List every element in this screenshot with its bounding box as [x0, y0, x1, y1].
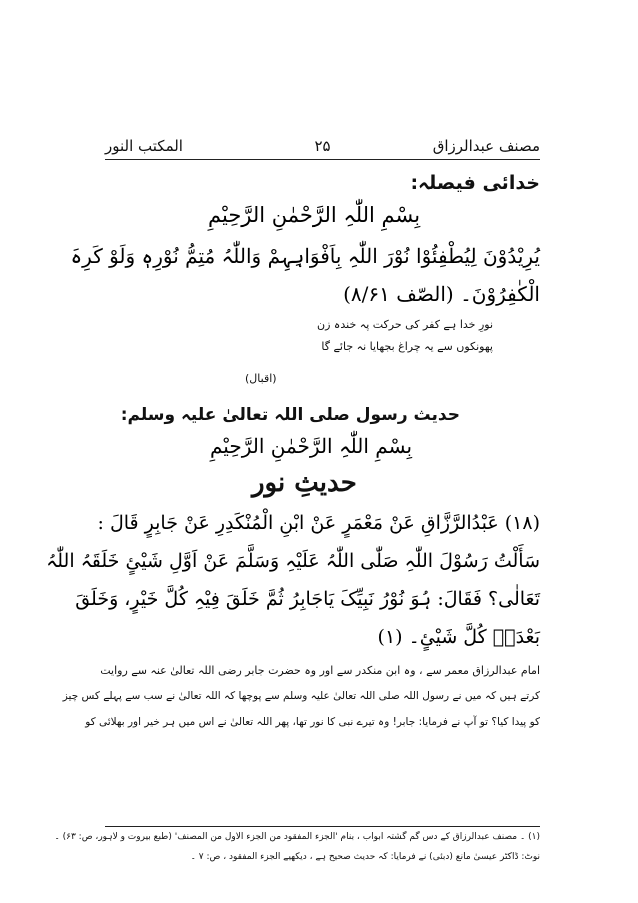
- translation-line: امام عبدالرزاق معمر سے ، وہ ابن منکدر سے اور وہ حضرت جابر رضی اللہ تعالیٰ عنہ سے روایت: [100, 664, 540, 677]
- section-heading-divine-decision: خدائی فیصلہ:: [410, 172, 540, 194]
- footnote-note: نوٹ: ڈاکٹر عیسیٰ مانع (دبئی) نے فرمایا: کہ حدیث صحیح ہے ، دیکھیے الجزء المفقود ، ص: ۷ ۔: [190, 852, 540, 862]
- poem-line: نورِ خدا ہے کفر کی حرکت پہ خندہ زن: [317, 318, 493, 331]
- translation-line: کرتے ہیں کہ میں نے رسول اللہ صلی اللہ تعالیٰ علیہ وسلم سے پوچھا کہ اللہ تعالیٰ نے سب سے پہلے کس چیز: [62, 690, 540, 702]
- hadith-text-line: تَعَالٰی؟ فَقَالَ: ہُوَ نُوْرُ نَبِیِّکَ یَاجَابِرُ ثُمَّ خَلَقَ فِیْہِ کُلَّ خَیْرٍ، وَخَلَقَ: [75, 588, 540, 610]
- quran-ayah-line: یُرِیْدُوْنَ لِیُطْفِئُوْا نُوْرَ اللّٰہِ بِاَفْوَاہِہِمْ وَاللّٰہُ مُتِمُّ نُوْرِہٖ وَلَوْ کَرِہَ: [70, 244, 540, 268]
- footnote: (۱) ۔ مصنف عبدالرزاق کے دس گم گشتہ ابواب ، بنام 'الجزء المفقود من الجزء الاول من المصنف' (طبع بیروت و لاہور، ص: ۶۳) ۔: [54, 832, 540, 842]
- hadith-text-line: بَعْدَہٗ کُلَّ شَیْئٍ۔ (۱): [377, 626, 540, 648]
- footnote-divider: [105, 826, 540, 827]
- header-divider: [105, 159, 540, 160]
- page-number: ۲۵: [314, 137, 331, 155]
- hadith-text-line: (۱۸) عَبْدُالرَّزَّاقِ عَنْ مَعْمَرٍ عَنْ ابْنِ الْمُنْکَدِرِ عَنْ جَابِرٍ قَالَ :: [97, 512, 540, 534]
- poem-line: پھونکوں سے یہ چراغ بجھایا نہ جائے گا: [321, 340, 493, 353]
- poet-attribution: (اقبال): [245, 372, 277, 385]
- header-publisher: المکتب النور: [105, 137, 183, 155]
- section-heading-hadith: حدیث رسول صلی اللہ تعالیٰ علیہ وسلم:: [120, 405, 460, 425]
- bismillah: بِسْمِ اللّٰہِ الرَّحْمٰنِ الرَّحِیْمِ: [210, 434, 413, 458]
- bismillah: بِسْمِ اللّٰہِ الرَّحْمٰنِ الرَّحِیْمِ: [208, 203, 421, 227]
- hadith-title: حدیثِ نور: [252, 468, 357, 498]
- hadith-text-line: سَأَلْتُ رَسُوْلَ اللّٰہِ صَلّٰی اللّٰہُ عَلَیْہِ وَسَلَّمَ عَنْ اَوَّلِ شَیْئٍ خَلَقَہُ اللّٰہُ: [46, 550, 540, 572]
- translation-line: کو پیدا کیا؟ تو آپ نے فرمایا: جابر! وہ تیرے نبی کا نور تھا، پھر اللہ تعالیٰ نے اس میں ہر خیر اور بھلائی کو: [85, 716, 540, 728]
- quran-ayah-line: الْکٰفِرُوْنَ۔ (الصّف ۸/۶۱): [343, 282, 540, 306]
- header-book-title: مصنف عبدالرزاق: [432, 137, 540, 155]
